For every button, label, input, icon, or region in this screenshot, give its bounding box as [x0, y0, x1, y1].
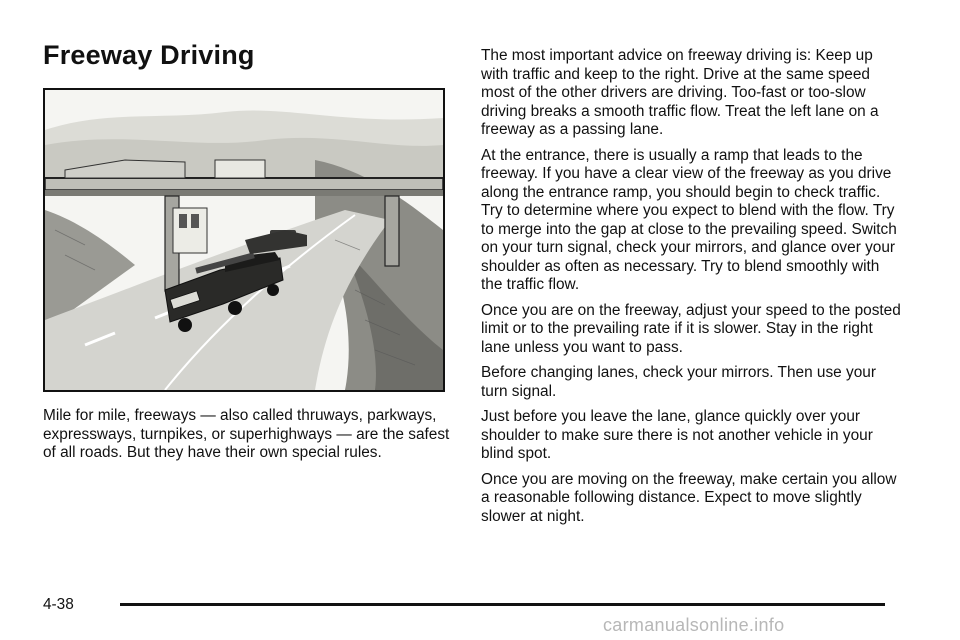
paragraph: The most important advice on freeway driving is: Keep up with traffic and keep to the right. Drive at the same speed most of the other drivers are driving. Too-fast or too-slow driving breaks a smooth traffic flow. Treat the left lane on a freeway as a passing lane. — [481, 47, 879, 138]
watermark: carmanualsonline.info — [603, 615, 785, 635]
illustration-icon — [45, 90, 443, 390]
paragraph: Once you are on the freeway, adjust your speed to the posted limit or to the prevailing rate if it is slower. Stay in the right lane unless you want to pass. — [481, 301, 901, 356]
left-column-caption: Mile for mile, freeways — also called thruways, parkways, expressways, turnpikes, or superhighways — are the safest of all roads. But they have their own special rules. — [43, 407, 450, 461]
paragraph: Before changing lanes, check your mirrors. Then use your turn signal. — [481, 364, 876, 400]
paragraph: Just before you leave the lane, glance quickly over your shoulder to make sure there is not another vehicle in your blind spot. — [481, 408, 873, 462]
paragraph: Once you are moving on the freeway, make certain you allow a reasonable following distance. Expect to move slightly slower at night. — [481, 470, 897, 525]
paragraph: At the entrance, there is usually a ramp that leads to the freeway. If you have a clear view of the freeway as you drive along the entrance ramp, you should begin to check traffic. Try to determine where you expect to blend with the flow. Try to merge into the gap at close to the prevailing speed. Switch on your turn signal, check your mirrors, and glance over your shoulder as often as necessary. Try to blend smoothly with the traffic flow. — [481, 146, 897, 293]
page-number: 4-38 — [43, 596, 74, 613]
footer-rule — [120, 603, 885, 606]
freeway-overpass-illustration — [43, 88, 445, 392]
right-column — [481, 47, 901, 533]
page-title: Freeway Driving — [43, 40, 255, 70]
